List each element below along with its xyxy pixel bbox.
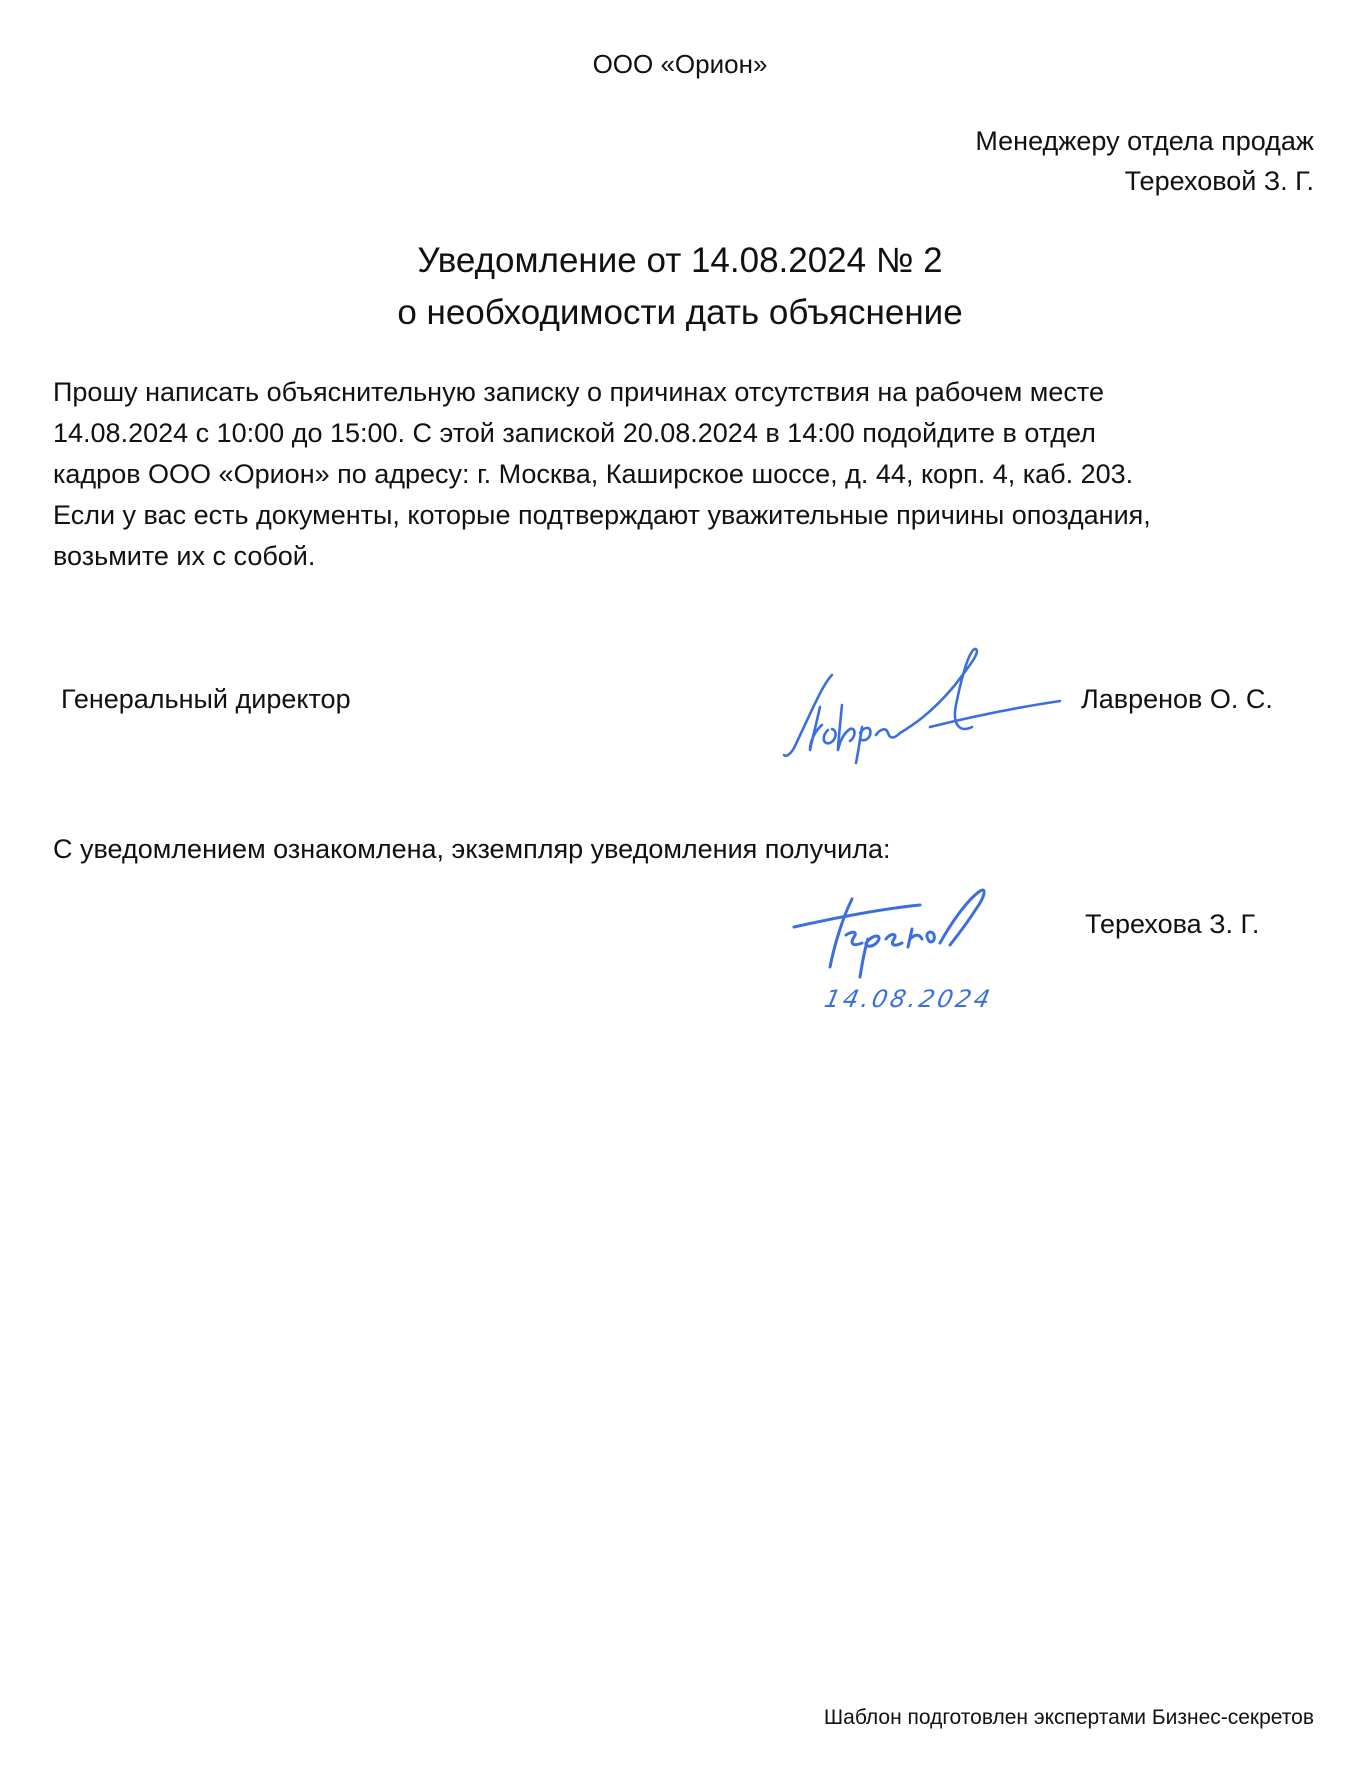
body-line: Прошу написать объяснительную записку о причинах отсутствия на рабочем месте — [53, 377, 1104, 407]
body-paragraph — [53, 372, 1323, 577]
document-title — [0, 235, 1360, 339]
acknowledger-name: Терехова З. Г. — [1085, 909, 1260, 939]
acknowledgement-text: С уведомлением ознакомлена, экземпляр уведомления получила: — [53, 834, 891, 864]
body-line: Если у вас есть документы, которые подтверждают уважительные причины опоздания, — [53, 500, 1151, 530]
signature-terekhova-icon — [790, 885, 1010, 985]
title-line-1: Уведомление от 14.08.2024 № 2 — [417, 241, 943, 280]
footer-note: Шаблон подготовлен экспертами Бизнес-секретов — [823, 1706, 1314, 1729]
title-line-2: о необходимости дать объяснение — [397, 293, 963, 332]
body-line: кадров ООО «Орион» по адресу: г. Москва, Каширское шоссе, д. 44, корп. 4, каб. 203. — [53, 459, 1134, 489]
addressee-name: Тереховой З. Г. — [1124, 166, 1314, 196]
body-line: 14.08.2024 с 10:00 до 15:00. С этой запиской 20.08.2024 в 14:00 подойдите в отдел — [53, 418, 1096, 448]
signature-lavrenov-icon — [780, 645, 1070, 765]
handwritten-date: 14.08.2024 — [822, 985, 996, 1013]
addressee-position: Менеджеру отдела продаж — [975, 126, 1314, 156]
organization-name: ООО «Орион» — [592, 49, 768, 79]
body-line: возьмите их с собой. — [53, 541, 316, 571]
addressee-block — [975, 121, 1314, 201]
signatory-name: Лавренов О. С. — [1081, 684, 1273, 714]
signatory-role: Генеральный директор — [61, 684, 351, 714]
